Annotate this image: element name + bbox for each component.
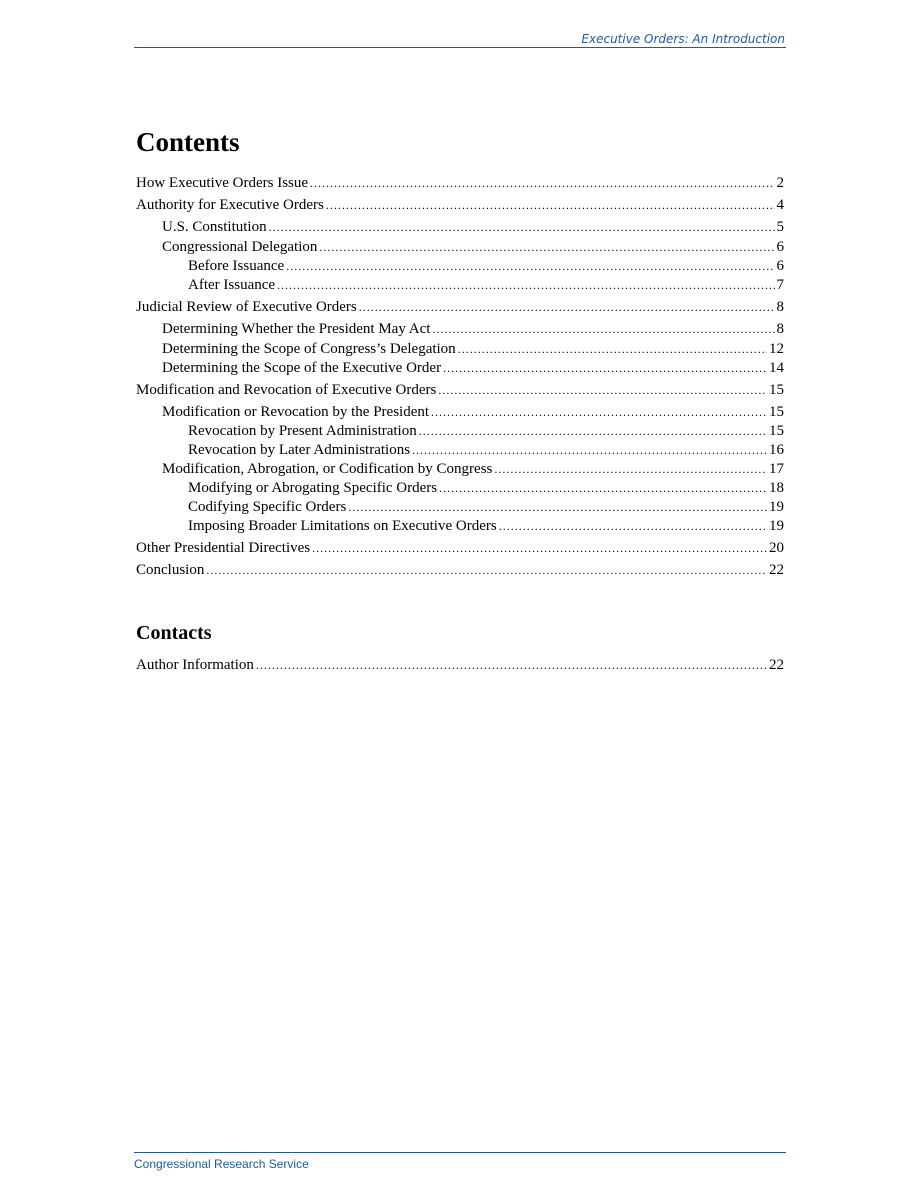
toc-entry-title: Authority for Executive Orders — [136, 197, 324, 213]
toc-entry[interactable] — [136, 298, 784, 316]
toc-dot-leader — [269, 218, 775, 236]
toc-entry-title: Imposing Broader Limitations on Executive Orders — [188, 518, 497, 534]
toc-dot-leader — [458, 340, 767, 358]
toc-entry-page: 2 — [776, 175, 784, 191]
toc-dot-leader — [312, 539, 767, 557]
toc-entry-page: 8 — [776, 321, 784, 337]
toc-dot-leader — [499, 517, 767, 535]
toc-entry-title: Determining the Scope of Congress’s Delegation — [162, 341, 456, 357]
toc-entry-title: Modification or Revocation by the President — [162, 404, 430, 420]
toc-entry[interactable] — [136, 276, 784, 294]
toc-entry-page: 20 — [769, 540, 784, 556]
toc-dot-leader — [277, 276, 774, 294]
toc-entry-page: 22 — [769, 657, 784, 673]
toc-dot-leader — [439, 479, 767, 497]
toc-entry[interactable] — [136, 656, 784, 674]
toc-entry-title: Before Issuance — [188, 258, 285, 274]
toc-entry-title: Codifying Specific Orders — [188, 499, 347, 515]
toc-dot-leader — [256, 656, 767, 674]
toc-entry-page: 7 — [776, 277, 784, 293]
contents-list — [136, 174, 784, 579]
toc-entry[interactable] — [136, 238, 784, 256]
toc-dot-leader — [310, 174, 774, 192]
footer-publisher: Congressional Research Service — [134, 1157, 309, 1171]
contacts-list — [136, 656, 784, 674]
running-header-title: Executive Orders: An Introduction — [581, 32, 785, 46]
toc-dot-leader — [443, 359, 767, 377]
toc-entry[interactable] — [136, 498, 784, 516]
toc-entry[interactable] — [136, 381, 784, 399]
toc-entry-page: 18 — [769, 480, 784, 496]
contacts-heading: Contacts — [136, 622, 212, 644]
toc-entry-title: Judicial Review of Executive Orders — [136, 299, 357, 315]
toc-entry[interactable] — [136, 460, 784, 478]
toc-entry-page: 19 — [769, 499, 784, 515]
toc-entry-title: Modifying or Abrogating Specific Orders — [188, 480, 438, 496]
toc-entry-page: 19 — [769, 518, 784, 534]
toc-dot-leader — [419, 422, 767, 440]
toc-entry[interactable] — [136, 340, 784, 358]
contents-heading: Contents — [136, 127, 240, 157]
toc-entry[interactable] — [136, 320, 784, 338]
toc-entry-title: Determining Whether the President May Act — [162, 321, 431, 337]
toc-entry[interactable] — [136, 539, 784, 557]
toc-dot-leader — [326, 196, 775, 214]
toc-entry-title: Author Information — [136, 657, 254, 673]
running-header — [134, 32, 786, 48]
toc-entry-page: 22 — [769, 562, 784, 578]
toc-entry-title: Modification and Revocation of Executive Orders — [136, 382, 437, 398]
toc-entry-title: Determining the Scope of the Executive Order — [162, 360, 442, 376]
toc-dot-leader — [432, 320, 774, 338]
toc-entry-page: 5 — [776, 219, 784, 235]
toc-entry[interactable] — [136, 403, 784, 421]
toc-dot-leader — [206, 561, 767, 579]
toc-dot-leader — [359, 298, 775, 316]
toc-entry-title: Modification, Abrogation, or Codification by Congress — [162, 461, 493, 477]
toc-dot-leader — [438, 381, 767, 399]
toc-entry-page: 8 — [776, 299, 784, 315]
running-footer — [134, 1152, 786, 1173]
toc-entry-page: 4 — [776, 197, 784, 213]
toc-entry-title: Congressional Delegation — [162, 239, 318, 255]
toc-entry[interactable] — [136, 174, 784, 192]
toc-entry[interactable] — [136, 479, 784, 497]
toc-entry-page: 17 — [769, 461, 784, 477]
toc-entry-page: 12 — [769, 341, 784, 357]
toc-entry-title: How Executive Orders Issue — [136, 175, 309, 191]
toc-entry[interactable] — [136, 257, 784, 275]
toc-dot-leader — [431, 403, 767, 421]
toc-entry[interactable] — [136, 196, 784, 214]
toc-entry-page: 6 — [776, 258, 784, 274]
toc-entry[interactable] — [136, 422, 784, 440]
toc-entry-title: Revocation by Present Administration — [188, 423, 417, 439]
toc-dot-leader — [319, 238, 774, 256]
toc-entry[interactable] — [136, 218, 784, 236]
toc-dot-leader — [348, 498, 767, 516]
toc-entry[interactable] — [136, 441, 784, 459]
toc-dot-leader — [494, 460, 767, 478]
toc-entry[interactable] — [136, 359, 784, 377]
toc-entry-page: 14 — [769, 360, 784, 376]
toc-entry-title: Other Presidential Directives — [136, 540, 311, 556]
toc-entry-page: 15 — [769, 382, 784, 398]
toc-entry-title: Conclusion — [136, 562, 205, 578]
toc-entry[interactable] — [136, 517, 784, 535]
toc-entry-page: 16 — [769, 442, 784, 458]
toc-entry-title: After Issuance — [188, 277, 276, 293]
toc-entry-title: U.S. Constitution — [162, 219, 267, 235]
toc-entry-page: 6 — [776, 239, 784, 255]
toc-entry-page: 15 — [769, 404, 784, 420]
toc-entry-page: 15 — [769, 423, 784, 439]
toc-entry[interactable] — [136, 561, 784, 579]
toc-entry-title: Revocation by Later Administrations — [188, 442, 411, 458]
toc-dot-leader — [412, 441, 767, 459]
toc-dot-leader — [286, 257, 774, 275]
